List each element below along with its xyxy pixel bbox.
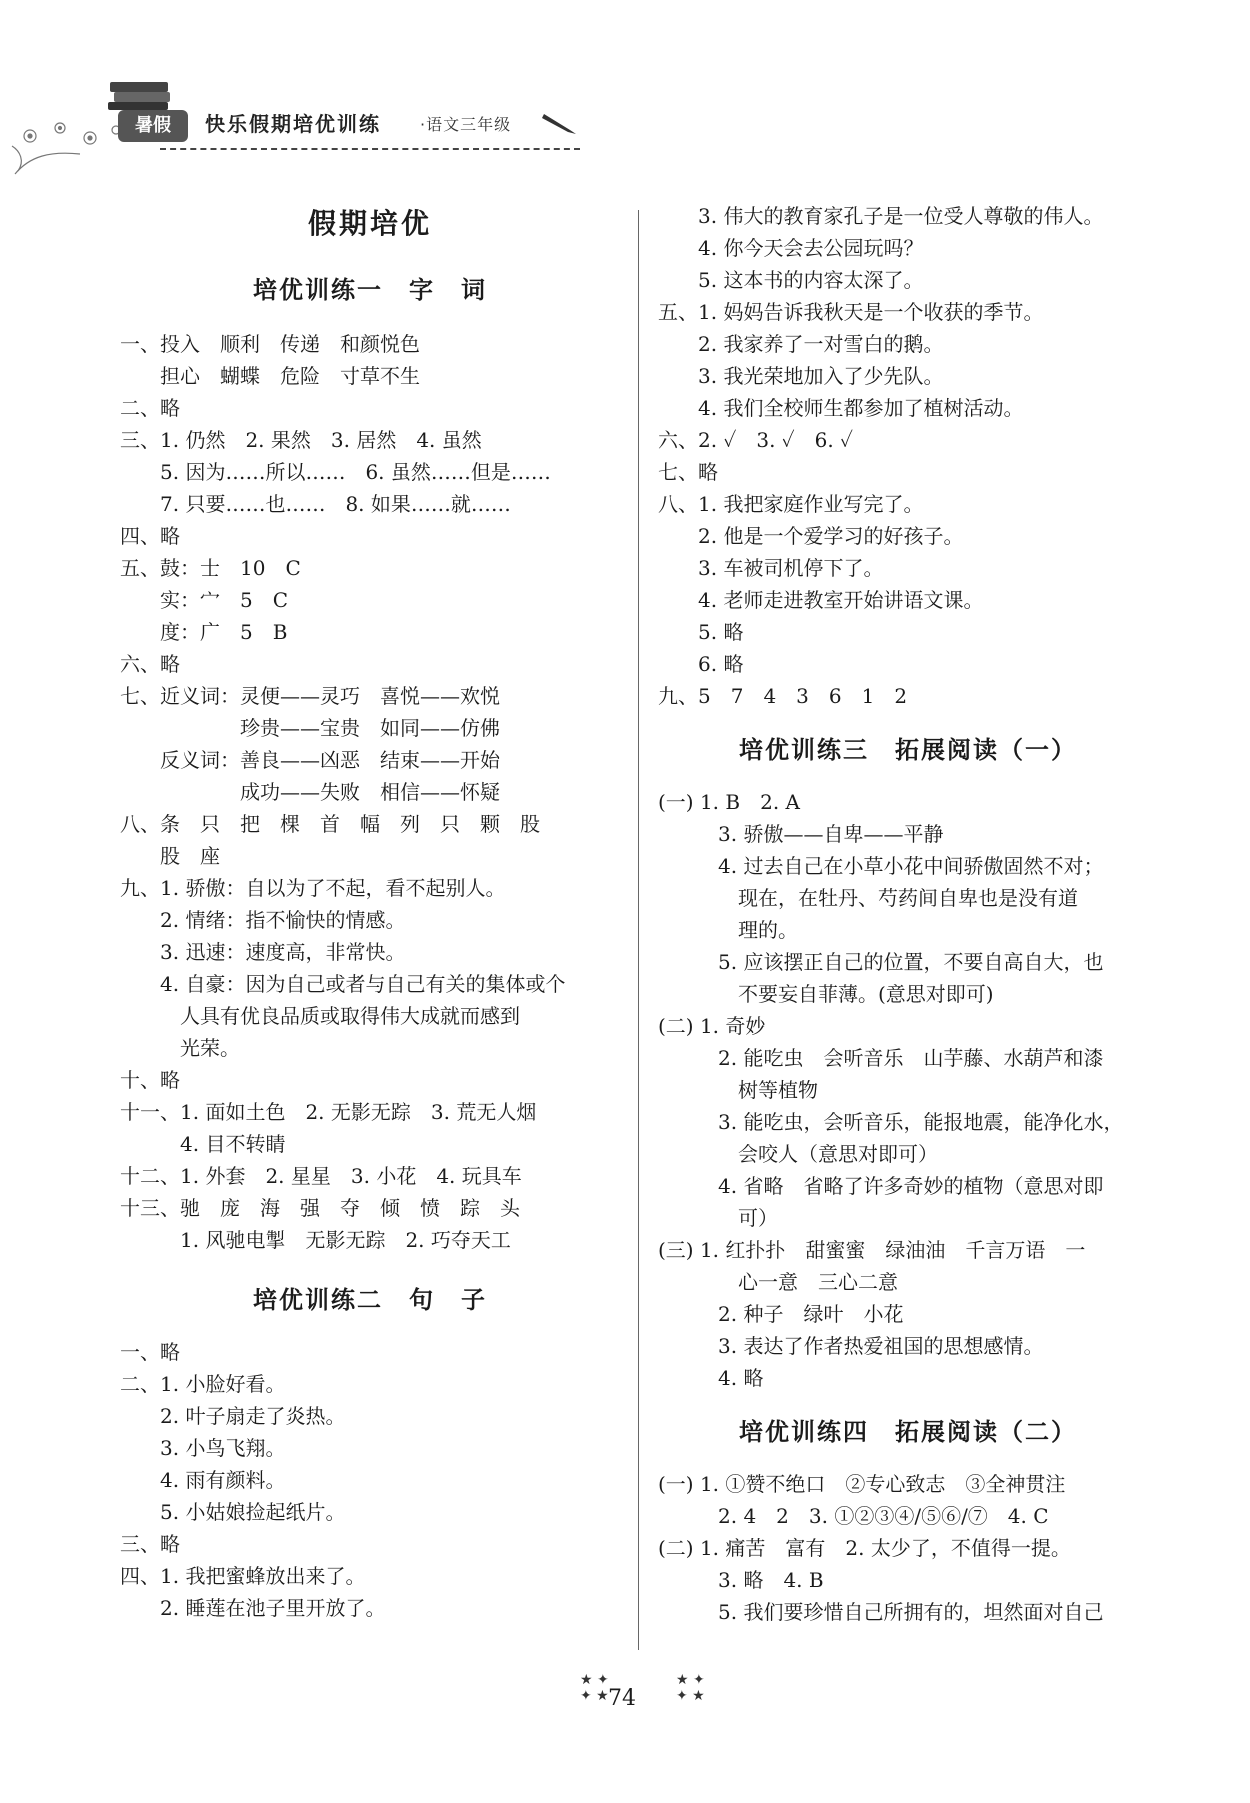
star-decoration-icon: ★ ✦ ✦ ★ (676, 1672, 705, 1704)
answer-line: 1. 风驰电掣 无影无踪 2. 巧夺天工 (120, 1228, 511, 1252)
answer-line: 二、1. 小脸好看。 (120, 1372, 286, 1396)
answer-line: 4. 雨有颜料。 (120, 1468, 286, 1492)
answer-line: 一、略 (120, 1340, 180, 1364)
answer-line: 人具有优良品质或取得伟大成就而感到 (120, 1004, 520, 1028)
section-2-answers (120, 1336, 620, 1624)
section-title-4: 培优训练四 拓展阅读（二） (739, 1417, 1077, 1446)
answer-line: 理的。 (658, 918, 798, 942)
answer-line: 4. 老师走进教室开始讲语文课。 (658, 588, 984, 612)
section-2-continued (658, 200, 1158, 712)
answer-line: 3. 表达了作者热爱祖国的思想感情。 (658, 1334, 1044, 1358)
answer-line: 七、略 (658, 460, 718, 484)
answer-line: 珍贵——宝贵 如同——仿佛 (120, 716, 500, 740)
answer-line: (一) 1. B 2. A (658, 790, 800, 814)
spacer (658, 712, 1158, 728)
answer-line: 可） (658, 1206, 778, 1230)
spacer (120, 1256, 620, 1278)
answer-line: 2. 4 2 3. ①②③④/⑤⑥/⑦ 4. C (658, 1504, 1049, 1528)
answer-line: 4. 我们全校师生都参加了植树活动。 (658, 396, 1024, 420)
answer-line: 十三、驰 庞 海 强 夺 倾 愤 踪 头 (120, 1196, 520, 1220)
section-title-2: 培优训练二 句 子 (253, 1285, 487, 1314)
answer-line: 6. 略 (658, 652, 744, 676)
answer-line: 十二、1. 外套 2. 星星 3. 小花 4. 玩具车 (120, 1164, 522, 1188)
answer-line: 5. 略 (658, 620, 744, 644)
answer-line: 二、略 (120, 396, 180, 420)
right-column (658, 200, 1158, 1628)
answer-line: 八、条 只 把 棵 首 幅 列 只 颗 股 (120, 812, 540, 836)
answer-line: 成功——失败 相信——怀疑 (120, 780, 500, 804)
answer-line: 5. 我们要珍惜自己所拥有的，坦然面对自己 (658, 1600, 1104, 1624)
answer-line: (二) 1. 奇妙 (658, 1014, 766, 1038)
answer-line: 3. 能吃虫，会听音乐，能报地震，能净化水， (658, 1110, 1124, 1134)
answer-line: 十一、1. 面如土色 2. 无影无踪 3. 荒无人烟 (120, 1100, 537, 1124)
answer-line: 2. 睡莲在池子里开放了。 (120, 1596, 386, 1620)
spacer (120, 1322, 620, 1336)
answer-line: 3. 车被司机停下了。 (658, 556, 884, 580)
pencil-icon (540, 108, 580, 136)
answer-line: 4. 省略 省略了许多奇妙的植物（意思对即 (658, 1174, 1104, 1198)
summer-badge: 暑假 (118, 110, 188, 142)
answer-line: 股 座 (120, 844, 220, 868)
spacer (658, 1394, 1158, 1410)
answer-line: 3. 我光荣地加入了少先队。 (658, 364, 944, 388)
answer-line: 四、略 (120, 524, 180, 548)
section-1-answers (120, 328, 620, 1256)
answer-line: 七、近义词：灵便——灵巧 喜悦——欢悦 (120, 684, 500, 708)
answer-line: 2. 种子 绿叶 小花 (658, 1302, 904, 1326)
spacer (120, 312, 620, 328)
answer-line: 3. 小鸟飞翔。 (120, 1436, 286, 1460)
series-title: 快乐假期培优训练 (205, 112, 381, 136)
spacer (120, 248, 620, 268)
spacer (658, 1454, 1158, 1468)
answer-line: 3. 伟大的教育家孔子是一位受人尊敬的伟人。 (658, 204, 1104, 228)
answer-line: 五、1. 妈妈告诉我秋天是一个收获的季节。 (658, 300, 1044, 324)
answer-line: 四、1. 我把蜜蜂放出来了。 (120, 1564, 366, 1588)
answer-line: 4. 过去自己在小草小花中间骄傲固然不对； (658, 854, 1104, 878)
section-3-answers (658, 786, 1158, 1394)
answer-line: 树等植物 (658, 1078, 818, 1102)
answer-line: 5. 因为……所以…… 6. 虽然……但是…… (120, 460, 551, 484)
page-number: 74 (608, 1686, 636, 1711)
answer-line: 会咬人（意思对即可） (658, 1142, 938, 1166)
answer-line: (二) 1. 痛苦 富有 2. 太少了，不值得一提。 (658, 1536, 1071, 1560)
left-column (120, 200, 620, 1624)
answer-line: (一) 1. ①赞不绝口 ②专心致志 ③全神贯注 (658, 1472, 1066, 1496)
answer-line: 不要妄自菲薄。(意思对即可) (658, 982, 994, 1006)
answer-line: 现在，在牡丹、芍药间自卑也是没有道 (658, 886, 1078, 910)
answer-line: 5. 这本书的内容太深了。 (658, 268, 924, 292)
answer-line: 5. 应该摆正自己的位置，不要自高自大，也 (658, 950, 1104, 974)
answer-line: 九、1. 骄傲：自以为了不起，看不起别人。 (120, 876, 506, 900)
spacer (658, 772, 1158, 786)
answer-line: 八、1. 我把家庭作业写完了。 (658, 492, 924, 516)
answer-line: 实：宀 5 C (120, 588, 289, 612)
answer-line: 心一意 三心二意 (658, 1270, 898, 1294)
answer-line: 3. 略 4. B (658, 1568, 824, 1592)
section-title-3: 培优训练三 拓展阅读（一） (739, 735, 1077, 764)
section-title-1: 培优训练一 字 词 (253, 275, 487, 304)
answer-line: 反义词：善良——凶恶 结束——开始 (120, 748, 500, 772)
answer-line: 4. 目不转睛 (120, 1132, 286, 1156)
answer-line: 3. 迅速：速度高，非常快。 (120, 940, 406, 964)
answer-line: 九、5 7 4 3 6 1 2 (658, 684, 908, 708)
column-divider (638, 210, 639, 1650)
answer-line: 2. 我家养了一对雪白的鹅。 (658, 332, 944, 356)
answer-line: (三) 1. 红扑扑 甜蜜蜜 绿油油 千言万语 一 (658, 1238, 1086, 1262)
answer-line: 十、略 (120, 1068, 180, 1092)
answer-line: 三、1. 仍然 2. 果然 3. 居然 4. 虽然 (120, 428, 482, 452)
answer-line: 五、鼓：士 10 C (120, 556, 301, 580)
subject-label: ·语文三年级 (420, 115, 512, 134)
answer-line: 7. 只要……也…… 8. 如果……就…… (120, 492, 511, 516)
answer-line: 4. 略 (658, 1366, 764, 1390)
answer-line: 2. 叶子扇走了炎热。 (120, 1404, 346, 1428)
section-4-answers (658, 1468, 1158, 1628)
answer-line: 2. 能吃虫 会听音乐 山芋藤、水葫芦和漆 (658, 1046, 1104, 1070)
answer-line: 2. 他是一个爱学习的好孩子。 (658, 524, 964, 548)
answer-line: 担心 蝴蝶 危险 寸草不生 (120, 364, 420, 388)
answer-line: 5. 小姑娘捡起纸片。 (120, 1500, 346, 1524)
answer-line: 一、投入 顺利 传递 和颜悦色 (120, 332, 420, 356)
main-title: 假期培优 (307, 207, 432, 240)
answer-line: 4. 你今天会去公园玩吗？ (658, 236, 924, 260)
answer-line: 度：广 5 B (120, 620, 288, 644)
answer-line: 4. 自豪：因为自己或者与自己有关的集体或个 (120, 972, 566, 996)
star-decoration-icon: ★ ✦ ✦ ★ (580, 1672, 609, 1704)
answer-line: 2. 情绪：指不愉快的情感。 (120, 908, 406, 932)
answer-line: 三、略 (120, 1532, 180, 1556)
answer-line: 光荣。 (120, 1036, 240, 1060)
book-stack-icon (106, 78, 176, 112)
answer-line: 六、2. ✓ 3. ✓ 6. ✓ (658, 428, 854, 452)
header-dashed-rule (160, 148, 580, 150)
page-header (10, 72, 570, 182)
answer-line: 3. 骄傲——自卑——平静 (658, 822, 944, 846)
answer-line: 六、略 (120, 652, 180, 676)
